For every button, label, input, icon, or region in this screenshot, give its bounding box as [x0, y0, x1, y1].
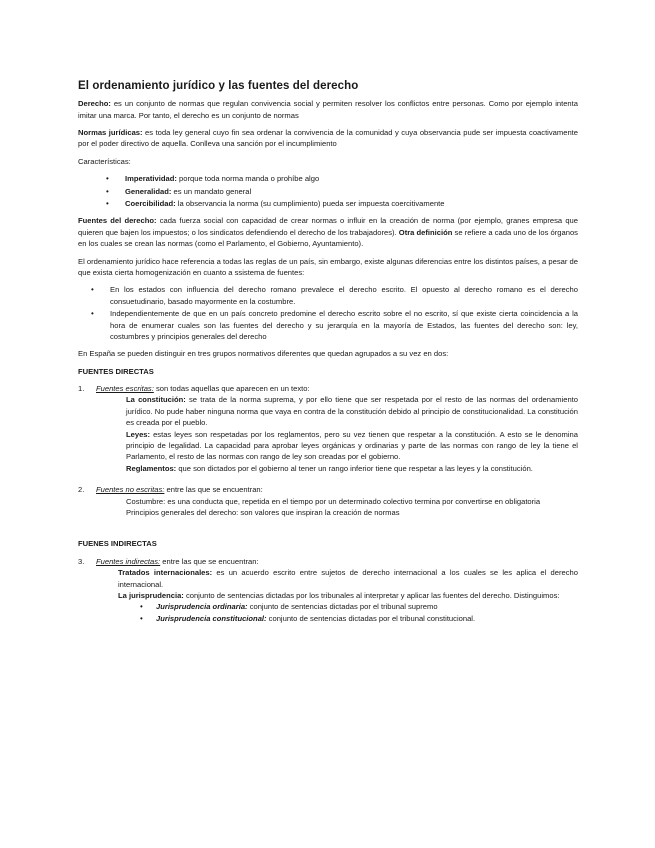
- list-item: [78, 613, 578, 624]
- term: Reglamentos:: [126, 463, 177, 473]
- text: conjunto de sentencias dictadas por el tribunal constitucional.: [266, 613, 476, 623]
- item-label: Fuentes no escritas:: [96, 485, 165, 495]
- sub-item: Principios generales del derecho: son valores que inspiran la creación de normas: [126, 507, 400, 517]
- paragraph-derecho: [78, 98, 578, 121]
- sub-item: [118, 567, 578, 590]
- no-escritas-sublist: [78, 496, 578, 519]
- sub-item: Costumbre: es una conducta que, repetida en el tiempo por un determinado colectivo termina por convertirse en obligatoria: [126, 496, 541, 506]
- sub-item: [118, 590, 578, 601]
- item-text: entre las que se encuentran:: [164, 485, 263, 495]
- item-fuentes-indirectas: [78, 556, 578, 567]
- item-label: Fuentes escritas:: [96, 384, 154, 394]
- item-label: Fuentes indirectas:: [96, 556, 161, 566]
- paragraph-ordenamiento: El ordenamiento jurídico hace referencia a todas las reglas de un país, sin embargo, existe algunas diferencias entre los distintos países, a pesar de que exista cierta homogenización en cuanto a ssistema de fuentes:: [78, 256, 578, 277]
- item-text: son todas aquellas que aparecen en un texto:: [153, 384, 310, 394]
- term: Jurisprudencia ordinaria:: [156, 602, 248, 612]
- text: conjunto de sentencias dictadas por los tribunales al interpretar y aplicar las fuentes del derecho. Distinguimos:: [183, 590, 560, 600]
- term: Leyes:: [126, 429, 151, 439]
- spacer: [78, 518, 578, 532]
- item-fuentes-no-escritas: [78, 484, 578, 495]
- text: es un mandato general: [171, 186, 252, 196]
- list-item: [78, 601, 578, 612]
- sub-item: [126, 463, 578, 474]
- list-item: • En los estados con influencia del derecho romano prevalece el derecho escrito. El opuesto al derecho romano es el derecho consuetudinario, basado mayormente en la costumbre.: [78, 284, 578, 307]
- list-item: [78, 173, 578, 184]
- item-number: 1.: [78, 384, 85, 394]
- jurisprudencia-list: [78, 601, 578, 624]
- list-item: [78, 186, 578, 197]
- caracteristicas-label: Características:: [78, 156, 131, 166]
- item-text: entre las que se encuentran:: [160, 556, 259, 566]
- heading-directas: FUENTES DIRECTAS: [78, 366, 154, 376]
- text: que son dictados por el gobierno al tener un rango inferior tiene que respetar a las leyes y la constitución.: [176, 463, 533, 473]
- text: la observancia la norma (su cumplimiento) pueda ser impuesta coercitivamente: [175, 198, 445, 208]
- spacer: [78, 474, 578, 484]
- text-normas: es toda ley general cuyo fin sea ordenar la convivencia de la comunidad y cuya observancia pude ser impuesta coactivamente por el poder directivo de aquella. Conlleva una sanción por el incumplimiento: [78, 128, 578, 149]
- text: conjunto de sentencias dictadas por el tribunal supremo: [247, 602, 438, 612]
- document-page: [78, 78, 578, 624]
- heading-indirectas: FUENES INDIRECTAS: [78, 539, 157, 549]
- term: La jurisprudencia:: [118, 590, 184, 600]
- text-otra-definicion: se refiere a cada uno de los órganos en los cuales se crean las normas (como el Parlamento, el Gobierno, Ayuntamiento).: [78, 227, 578, 249]
- item-fuentes-escritas: [78, 383, 578, 394]
- text: se trata de la norma suprema, y por ello tiene que ser respetada por el resto de las normas del ordenamiento jurídico. No pude haber ninguna norma que vaya en contra de la constitución debido al principio de constitucionalidad. La constitución es creada por el pueblo.: [126, 395, 579, 428]
- list-item: • Independientemente de que en un país concreto predomine el derecho escrito sobre el no escrito, sí que existe cierta coincidencia a la hora de enumerar cuales son las fuentes del derecho y su jerarquía en la mayoría de Estados, las fuentes del derecho son: ley, costumbres y principios generales del derecho: [78, 308, 578, 342]
- term-fuentes: Fuentes del derecho:: [78, 216, 157, 226]
- item-number: 2.: [78, 485, 85, 495]
- text-derecho: es un conjunto de normas que regulan convivencia social y permiten resolver los conflictos entre personas. Como por ejemplo intenta imitar una marca. Por tanto, el derecho es un conjunto de normas: [78, 99, 578, 120]
- paragraph-normas: [78, 127, 578, 150]
- item-number: 3.: [78, 556, 85, 566]
- term: Coercibilidad:: [125, 198, 176, 208]
- caracteristicas-list: [78, 173, 578, 209]
- term-normas: Normas jurídicas:: [78, 128, 143, 138]
- escritas-sublist: [78, 394, 578, 474]
- list-item: [78, 198, 578, 209]
- paragraph-fuentes: [78, 215, 578, 249]
- text: porque toda norma manda o prohíbe algo: [176, 174, 320, 184]
- term: Imperatividad:: [125, 174, 177, 184]
- paragraph-espana: En España se pueden distinguir en tres grupos normativos diferentes que quedan agrupados a su vez en dos:: [78, 349, 449, 359]
- diferencias-list: [78, 284, 578, 342]
- document-title: El ordenamiento jurídico y las fuentes del derecho: [78, 80, 359, 92]
- sub-item: [126, 394, 578, 428]
- term: Tratados internacionales:: [118, 568, 213, 578]
- term: Generalidad:: [125, 186, 172, 196]
- term-otra-definicion: Otra definición: [398, 227, 453, 237]
- term: La constitución:: [126, 395, 186, 405]
- text-fuentes: cada fuerza social con capacidad de crear normas o influir en la creación de norma (por ejemplo, granes empresa que quieren que bajen los impuestos; o los sindicatos defendiendo el derecho de los trabajadores).: [78, 216, 578, 237]
- text: estas leyes son respetadas por los reglamentos, pero su vez tienen que respetar a la constitución. A esto se le denomina principio de legalidad. La capacidad para aprobar leyes orgánicas y ordinarias y parte de las normas con rango de ley la tiene el Parlamento, el resto de las normas con rango de ley son creadas por el gobierno.: [126, 429, 578, 462]
- sub-item: [126, 429, 578, 463]
- text: es un acuerdo escrito entre sujetos de derecho internacional a los cuales se les aplica el derecho internacional.: [118, 568, 578, 589]
- indirectas-sublist: [78, 567, 578, 601]
- term-derecho: Derecho:: [78, 99, 111, 109]
- term: Jurisprudencia constitucional:: [156, 613, 267, 623]
